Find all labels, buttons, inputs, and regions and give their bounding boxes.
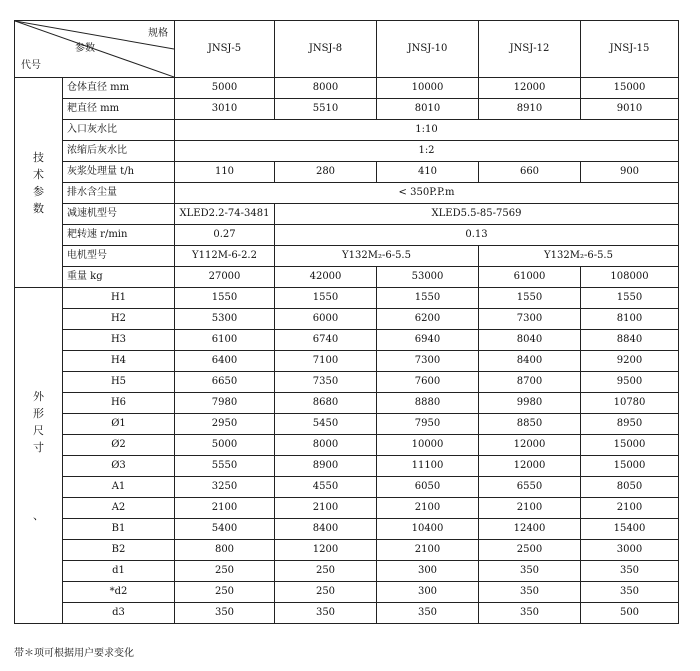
row-speed (15, 225, 679, 246)
value-cell: 900 (581, 162, 679, 183)
value-cell: 1550 (175, 288, 275, 309)
param-label-cell: 耙转速 r/min (63, 225, 175, 246)
value-cell: 350 (175, 603, 275, 624)
value-cell: 8050 (581, 477, 679, 498)
row-motor (15, 246, 679, 267)
value-cell: 12000 (479, 435, 581, 456)
header-corner-cell (15, 21, 175, 78)
value-cell: 1550 (377, 288, 479, 309)
value-cell: 10400 (377, 519, 479, 540)
spec-label: 规格 (148, 28, 168, 39)
value-cell: 10000 (377, 435, 479, 456)
value-cell: 1550 (581, 288, 679, 309)
value-cell: 8000 (275, 435, 377, 456)
value-cell: 9500 (581, 372, 679, 393)
value-cell: Y132M₂-6-5.5 (275, 246, 479, 267)
row-slurry-capacity (15, 162, 679, 183)
value-cell: 2100 (275, 498, 377, 519)
value-cell: 7100 (275, 351, 377, 372)
dim-code: B1 (63, 519, 175, 540)
value-cell: 15000 (581, 435, 679, 456)
dim-code: H4 (63, 351, 175, 372)
value-cell: 8010 (377, 99, 479, 120)
dim-code: Ø2 (63, 435, 175, 456)
value-cell: 8400 (479, 351, 581, 372)
param-label-cell: 重量 kg (63, 267, 175, 288)
value-cell: 8950 (581, 414, 679, 435)
value-cell: 2100 (581, 498, 679, 519)
value-cell: 350 (275, 603, 377, 624)
param-label: 参数 (75, 43, 95, 54)
value-cell: 250 (175, 561, 275, 582)
row-rake-diameter (15, 99, 679, 120)
dim-code: B2 (63, 540, 175, 561)
value-cell: 7600 (377, 372, 479, 393)
value-cell: 53000 (377, 267, 479, 288)
dim-code: H1 (63, 288, 175, 309)
value-cell: 5300 (175, 309, 275, 330)
value-cell: 5000 (175, 435, 275, 456)
value-cell: 5400 (175, 519, 275, 540)
dim-row (15, 414, 679, 435)
dim-code: A1 (63, 477, 175, 498)
value-cell: 2100 (377, 540, 479, 561)
value-cell: 61000 (479, 267, 581, 288)
param-label-cell: 浓缩后灰水比 (63, 141, 175, 162)
value-cell: 5510 (275, 99, 377, 120)
value-cell: Y132M₂-6-5.5 (479, 246, 679, 267)
model-header: JNSJ-15 (581, 21, 679, 78)
group-tech-params (15, 78, 63, 288)
spec-table (14, 20, 679, 624)
value-cell: 10000 (377, 78, 479, 99)
dim-code: Ø3 (63, 456, 175, 477)
value-cell: 1:10 (175, 120, 679, 141)
dim-row (15, 372, 679, 393)
model-header: JNSJ-10 (377, 21, 479, 78)
dim-code: H6 (63, 393, 175, 414)
value-cell: 250 (275, 582, 377, 603)
value-cell: Y112M-6-2.2 (175, 246, 275, 267)
value-cell: 8850 (479, 414, 581, 435)
value-cell: 2100 (175, 498, 275, 519)
value-cell: 6940 (377, 330, 479, 351)
value-cell: 12000 (479, 78, 581, 99)
value-cell: XLED5.5-85-7569 (275, 204, 679, 225)
value-cell: 6100 (175, 330, 275, 351)
value-cell: 8880 (377, 393, 479, 414)
dim-row (15, 498, 679, 519)
value-cell: 350 (377, 603, 479, 624)
value-cell: < 350P.P.m (175, 183, 679, 204)
group-dims-label: 外形尺寸 (33, 389, 44, 454)
footnote: 带＊项可根据用户要求变化 (14, 648, 134, 659)
value-cell: 2500 (479, 540, 581, 561)
value-cell: 6050 (377, 477, 479, 498)
row-dust-content (15, 183, 679, 204)
value-cell: 11100 (377, 456, 479, 477)
value-cell: 350 (479, 561, 581, 582)
dim-row (15, 456, 679, 477)
param-label-cell: 电机型号 (63, 246, 175, 267)
value-cell: 5450 (275, 414, 377, 435)
value-cell: 250 (275, 561, 377, 582)
value-cell: 7350 (275, 372, 377, 393)
value-cell: XLED2.2-74-3481 (175, 204, 275, 225)
spec-sheet (14, 20, 678, 634)
dim-row (15, 435, 679, 456)
header-row (15, 21, 679, 78)
value-cell: 1200 (275, 540, 377, 561)
value-cell: 9010 (581, 99, 679, 120)
group-dimensions (15, 288, 63, 624)
dim-row (15, 582, 679, 603)
value-cell: 0.13 (275, 225, 679, 246)
value-cell: 8400 (275, 519, 377, 540)
value-cell: 15400 (581, 519, 679, 540)
row-weight (15, 267, 679, 288)
dim-code: H5 (63, 372, 175, 393)
value-cell: 8840 (581, 330, 679, 351)
dim-code: A2 (63, 498, 175, 519)
value-cell: 8900 (275, 456, 377, 477)
model-header: JNSJ-12 (479, 21, 581, 78)
value-cell: 42000 (275, 267, 377, 288)
dim-code: d3 (63, 603, 175, 624)
row-bin-diameter (15, 78, 679, 99)
dim-row (15, 477, 679, 498)
value-cell: 9200 (581, 351, 679, 372)
value-cell: 6650 (175, 372, 275, 393)
param-label-cell: 耙直径 mm (63, 99, 175, 120)
value-cell: 8910 (479, 99, 581, 120)
value-cell: 12400 (479, 519, 581, 540)
value-cell: 280 (275, 162, 377, 183)
value-cell: 7300 (479, 309, 581, 330)
value-cell: 1:2 (175, 141, 679, 162)
value-cell: 2950 (175, 414, 275, 435)
value-cell: 7300 (377, 351, 479, 372)
value-cell: 0.27 (175, 225, 275, 246)
code-label: 代号 (21, 60, 41, 71)
value-cell: 300 (377, 582, 479, 603)
value-cell: 2100 (479, 498, 581, 519)
value-cell: 6550 (479, 477, 581, 498)
dim-row (15, 351, 679, 372)
dim-row (15, 393, 679, 414)
value-cell: 800 (175, 540, 275, 561)
dim-row (15, 309, 679, 330)
value-cell: 2100 (377, 498, 479, 519)
value-cell: 8040 (479, 330, 581, 351)
dim-row (15, 603, 679, 624)
dim-row (15, 288, 679, 309)
value-cell: 10780 (581, 393, 679, 414)
dim-code: *d2 (63, 582, 175, 603)
param-label-cell: 减速机型号 (63, 204, 175, 225)
row-reducer (15, 204, 679, 225)
value-cell: 8680 (275, 393, 377, 414)
param-label-cell: 仓体直径 mm (63, 78, 175, 99)
value-cell: 7950 (377, 414, 479, 435)
value-cell: 7980 (175, 393, 275, 414)
value-cell: 6400 (175, 351, 275, 372)
value-cell: 250 (175, 582, 275, 603)
dim-row (15, 519, 679, 540)
value-cell: 8000 (275, 78, 377, 99)
value-cell: 110 (175, 162, 275, 183)
value-cell: 27000 (175, 267, 275, 288)
group-mark: 、 (33, 508, 44, 522)
value-cell: 8100 (581, 309, 679, 330)
value-cell: 15000 (581, 78, 679, 99)
value-cell: 350 (581, 561, 679, 582)
value-cell: 1550 (479, 288, 581, 309)
group-tech-label: 技术参数 (33, 150, 44, 215)
value-cell: 8700 (479, 372, 581, 393)
value-cell: 660 (479, 162, 581, 183)
row-thickened-ratio (15, 141, 679, 162)
param-label-cell: 入口灰水比 (63, 120, 175, 141)
dim-row (15, 561, 679, 582)
dim-code: d1 (63, 561, 175, 582)
value-cell: 500 (581, 603, 679, 624)
value-cell: 6740 (275, 330, 377, 351)
dim-row (15, 540, 679, 561)
model-header: JNSJ-5 (175, 21, 275, 78)
model-header: JNSJ-8 (275, 21, 377, 78)
param-label-cell: 灰浆处理量 t/h (63, 162, 175, 183)
dim-code: Ø1 (63, 414, 175, 435)
dim-code: H2 (63, 309, 175, 330)
dim-code: H3 (63, 330, 175, 351)
dim-row (15, 330, 679, 351)
value-cell: 350 (479, 582, 581, 603)
value-cell: 350 (479, 603, 581, 624)
value-cell: 6000 (275, 309, 377, 330)
value-cell: 4550 (275, 477, 377, 498)
value-cell: 1550 (275, 288, 377, 309)
row-inlet-ratio (15, 120, 679, 141)
value-cell: 5550 (175, 456, 275, 477)
value-cell: 9980 (479, 393, 581, 414)
value-cell: 5000 (175, 78, 275, 99)
value-cell: 3010 (175, 99, 275, 120)
value-cell: 15000 (581, 456, 679, 477)
value-cell: 12000 (479, 456, 581, 477)
value-cell: 108000 (581, 267, 679, 288)
value-cell: 3000 (581, 540, 679, 561)
param-label-cell: 排水含尘量 (63, 183, 175, 204)
value-cell: 410 (377, 162, 479, 183)
value-cell: 350 (581, 582, 679, 603)
value-cell: 3250 (175, 477, 275, 498)
value-cell: 6200 (377, 309, 479, 330)
value-cell: 300 (377, 561, 479, 582)
